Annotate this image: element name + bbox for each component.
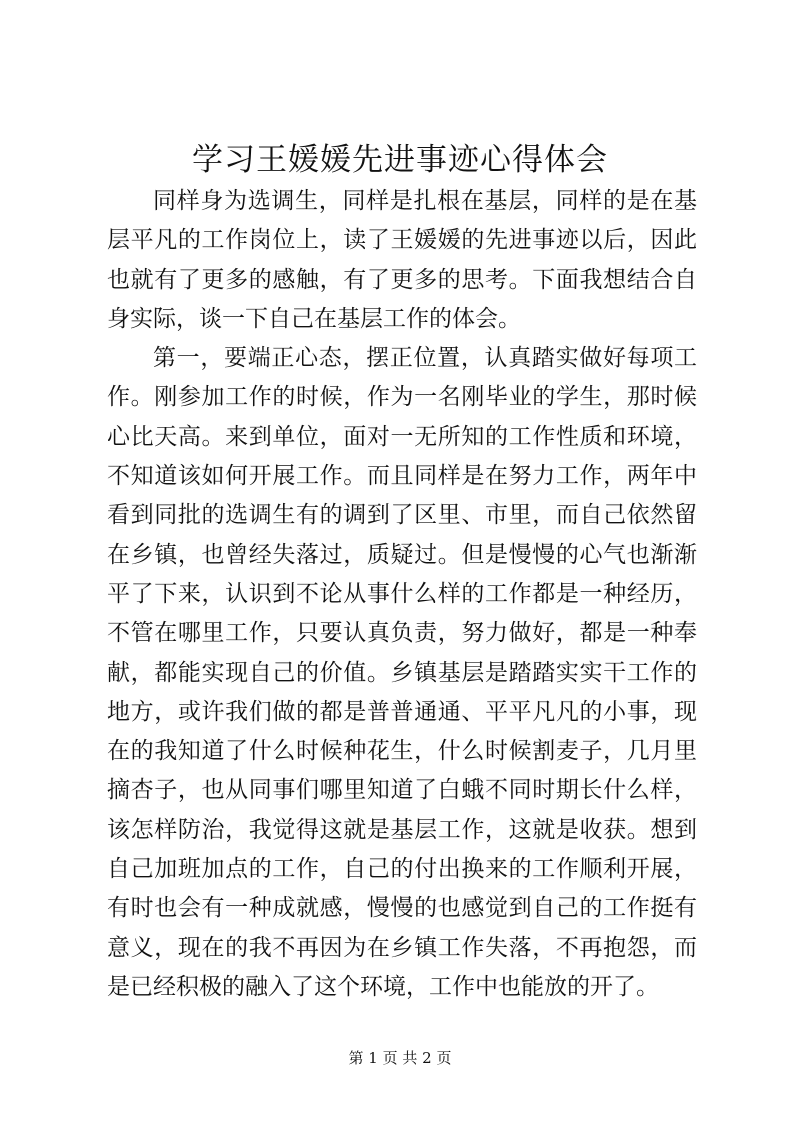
paragraph-intro: 同样身为选调生，同样是扎根在基层，同样的是在基层平凡的工作岗位上，读了王媛媛的先进事迹以后，因此也就有了更多的感触，有了更多的思考。下面我想结合自身实际，谈一下自己在基层工作的体会。 [107, 188, 697, 332]
document-title: 学习王媛媛先进事迹心得体会 [192, 142, 608, 178]
page-number-footer: 第 1 页 共 2 页 [348, 1049, 452, 1067]
document-body [107, 182, 697, 1007]
paragraph-first-point: 第一，要端正心态，摆正位置，认真踏实做好每项工作。刚参加工作的时候，作为一名刚毕业的学生，那时候心比天高。来到单位，面对一无所知的工作性质和环境，不知道该如何开展工作。而且同样是在努力工作，两年中看到同批的选调生有的调到了区里、市里，而自己依然留在乡镇，也曾经失落过，质疑过。但是慢慢的心气也渐渐平了下来，认识到不论从事什么样的工作都是一种经历，不管在哪里工作，只要认真负责，努力做好，都是一种奉献，都能实现自己的价值。乡镇基层是踏踏实实干工作的地方，或许我们做的都是普普通通、平平凡凡的小事，现在的我知道了什么时候种花生，什么时候割麦子，几月里摘杏子，也从同事们哪里知道了白蛾不同时期长什么样，该怎样防治，我觉得这就是基层工作，这就是收获。想到自己加班加点的工作，自己的付出换来的工作顺利开展，有时也会有一种成就感，慢慢的也感觉到自己的工作挺有意义，现在的我不再因为在乡镇工作失落，不再抱怨，而是已经积极的融入了这个环境，工作中也能放的开了。 [107, 345, 697, 1000]
